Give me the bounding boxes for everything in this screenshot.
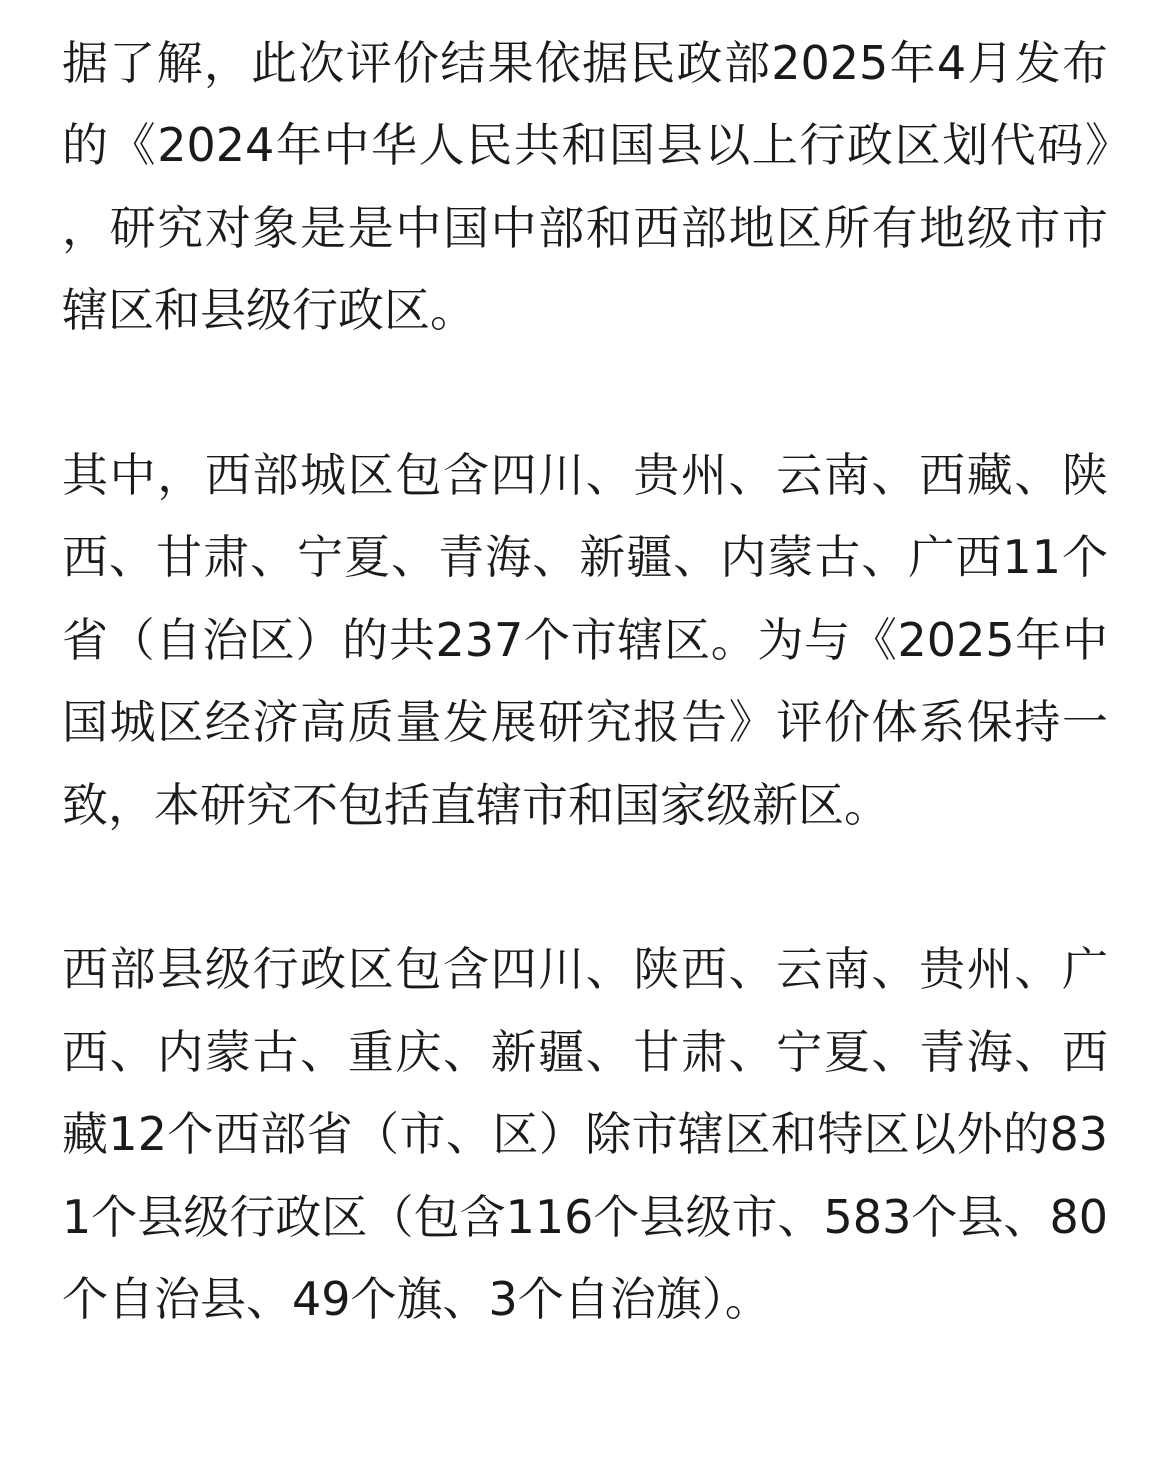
article-body: [62, 22, 1108, 1340]
paragraph-data-source: 据了解，此次评价结果依据民政部2025年4月发布的《2024年中华人民共和国县以上行政区划代码》，研究对象是是中国中部和西部地区所有地级市市辖区和县级行政区。: [62, 36, 1108, 338]
paragraph-western-urban-districts: 其中，西部城区包含四川、贵州、云南、西藏、陕西、甘肃、宁夏、青海、新疆、内蒙古、广西11个省（自治区）的共237个市辖区。为与《2025年中国城区经济高质量发展研究报告》评价体系保持一致，本研究不包括直辖市和国家级新区。: [62, 448, 1108, 832]
paragraph-western-county-level: 西部县级行政区包含四川、陕西、云南、贵州、广西、内蒙古、重庆、新疆、甘肃、宁夏、青海、西藏12个西部省（市、区）除市辖区和特区以外的831个县级行政区（包含116个县级市、583个县、80个自治县、49个旗、3个自治旗）。: [62, 942, 1108, 1327]
